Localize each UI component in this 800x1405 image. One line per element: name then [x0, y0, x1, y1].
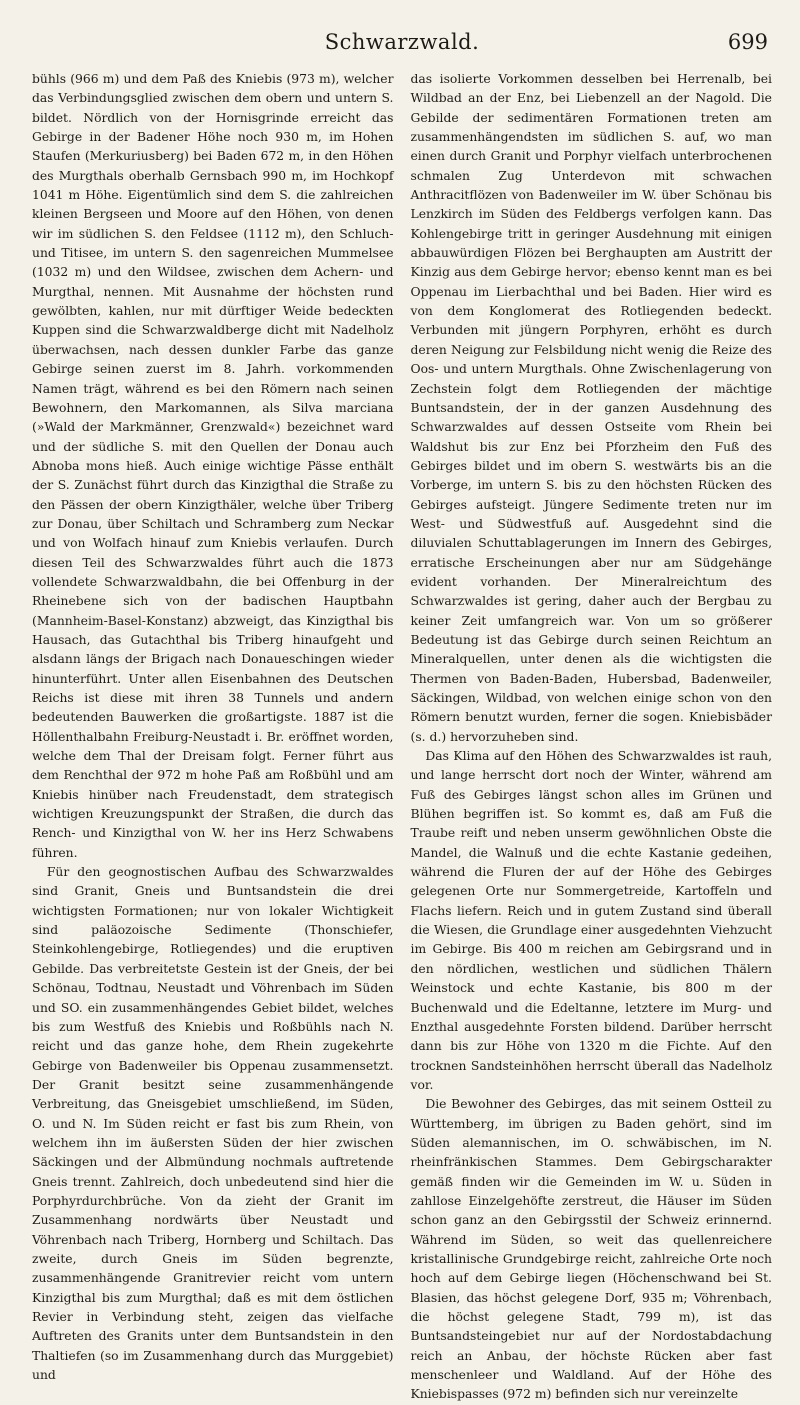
paragraph: Die Bewohner des Gebirges, das mit seinem Ostteil zu Württemberg, im übrigen zu Baden gehört, sind im Süden alemannischen, im O. schwäbischen, im N. rheinfränkischen Stammes. Dem Gebirgscharakter gemäß finden wir die Gemeinden im W. u. Süden in zahllose Einzelgehöfte zerstreut, die Häuser im Süden schon ganz an den Gebirgsstil der Schweiz erinnernd. Während im Süden, so weit das quellenreichere kristallinische Grundgebirge reicht, zahlreiche Orte noch hoch auf dem Gebirge liegen (Höchenschwand bei St. Blasien, das höchst gelegene Dorf, 935 m; Vöhrenbach, die höchst gelegene Stadt, 799 m), ist das Buntsandsteingebiet nur auf der Nordostabdachung reich an Anbau, der höchste Rücken aber fast menschenleer und Waldland. Auf der Höhe des Kniebispasses (972 m) befinden sich nur vereinzelte [410, 1097, 772, 1402]
left-column [32, 70, 394, 1383]
page-header [32, 30, 772, 64]
paragraph: bühls (966 m) und dem Paß des Kniebis (973 m), welcher das Verbindungsglied zwischen dem obern und untern S. bildet. Nördlich von der Hornisgrinde erreicht das Gebirge in der Badener Höhe noch 930 m, im Hohen Staufen (Merkuriusberg) bei Baden 672 m, in den Höhen des Murgthals oberhalb Gernsbach 990 m, im Hochkopf 1041 m Höhe. Eigentümlich sind dem S. die zahlreichen kleinen Bergseen und Moore auf den Höhen, von denen wir im südlichen S. den Feldsee (1112 m), den Schluch- und Titisee, im untern S. den sagenreichen Mummelsee (1032 m) und den Wildsee, zwischen dem Achern- und Murgthal, nennen. Mit Ausnahme der höchsten rund gewölbten, kahlen, nur mit dürftiger Weide bedeckten Kuppen sind die Schwarzwaldberge dicht mit Nadelholz überwachsen, nach dessen dunkler Farbe das ganze Gebirge seinen zuerst im 8. Jahrh. vorkommenden Namen trägt, während es bei den Römern nach seinen Bewohnern, den Markomannen, als Silva marciana (»Wald der Markmänner, Grenzwald«) bezeichnet ward und der südliche S. mit den Quellen der Donau auch Abnoba mons hieß. Auch einige wichtige Pässe enthält der S. Zunächst führt durch das Kinzigthal die Straße zu den Pässen der obern Kinzigthäler, welche über Triberg zur Donau, über Schiltach und Schramberg zum Neckar und von Wolfach hinauf zum Kniebis verlaufen. Durch diesen Teil des Schwarzwaldes führt auch die 1873 vollendete Schwarzwaldbahn, die bei Offenburg in der Rheinebene sich von der badischen Hauptbahn (Mannheim-Basel-Konstanz) abzweigt, das Kinzigthal bis Hausach, das Gutachthal bis Triberg hinaufgeht und alsdann längs der Brigach nach Donaueschingen wieder hinunterführt. Unter allen Eisenbahnen des Deutschen Reichs ist diese mit ihren 38 Tunnels und andern bedeutenden Bauwerken die großartigste. 1887 ist die Höllenthalbahn Freiburg-Neustadt i. Br. eröffnet worden, welche dem Thal der Dreisam folgt. Ferner führt aus dem Renchthal der 972 m hohe Paß am Roßbühl und am Kniebis hinüber nach Freudenstadt, dem strategisch wichtigen Kreuzungspunkt der Straßen, die durch das Rench- und Kinzigthal von W. her ins Herz Schwabens führen. [32, 72, 394, 860]
paragraph: Das Klima auf den Höhen des Schwarzwaldes ist rauh, und lange herrscht dort noch der Winter, während am Fuß des Gebirges längst schon alles im Grünen und Blühen begriffen ist. So kommt es, daß am Fuß die Traube reift und neben unserm gewöhnlichen Obste die Mandel, die Walnuß und die echte Kastanie gedeihen, während die Fluren der auf der Höhe des Gebirges gelegenen Orte nur Sommergetreide, Kartoffeln und Flachs liefern. Reich und in gutem Zustand sind überall die Wiesen, die Grundlage einer ausgedehnten Viehzucht im Gebirge. Bis 400 m reichen am Gebirgsrand und in den nördlichen, westlichen und südlichen Thälern Weinstock und echte Kastanie, bis 800 m der Buchenwald und die Edeltanne, letztere im Murg- und Enzthal ausgedehnte Forsten bildend. Darüber herrscht dann bis zur Höhe von 1320 m die Fichte. Auf den trocknen Sandsteinhöhen herrscht überall das Nadelholz vor. [410, 749, 772, 1092]
paragraph: das isolierte Vorkommen desselben bei Herrenalb, bei Wildbad an der Enz, bei Liebenzell an der Nagold. Die Gebilde der sedimentären Formationen treten am zusammenhängendsten im südlichen S. auf, wo man einen durch Granit und Porphyr vielfach unterbrochenen schmalen Zug Unterdevon mit schwachen Anthracitflözen von Badenweiler im W. über Schönau bis Lenzkirch im Süden des Feldbergs verfolgen kann. Das Kohlengebirge tritt in geringer Ausdehnung mit einigen abbauwürdigen Flözen bei Berghaupten am Austritt der Kinzig aus dem Gebirge hervor; ebenso kennt man es bei Oppenau im Lierbachthal und bei Baden. Hier wird es von dem Konglomerat des Rotliegenden bedeckt. Verbunden mit jüngern Porphyren, erhöht es durch deren Neigung zur Felsbildung nicht wenig die Reize des Oos- und untern Murgthals. Ohne Zwischenlagerung von Zechstein folgt dem Rotliegenden der mächtige Buntsandstein, der in der ganzen Ausdehnung des Schwarzwaldes auf dessen Ostseite vom Rhein bei Waldshut bis zur Enz bei Pforzheim den Fuß des Gebirges bildet und im obern S. westwärts bis an die Vorberge, im untern S. bis zu den höchsten Rücken des Gebirges aufsteigt. Jüngere Sedimente treten nur im West- und Südwestfuß auf. Ausgedehnt sind die diluvialen Schuttablagerungen im Innern des Gebirges, erratische Erscheinungen aber nur am Südgehänge evident vorhanden. Der Mineralreichtum des Schwarzwaldes ist gering, daher auch der Bergbau zu keiner Zeit umfangreich war. Von um so größerer Bedeutung ist das Gebirge durch seinen Reichtum an Mineralquellen, unter denen als die wichtigsten die Thermen von Baden-Baden, Hubersbad, Badenweiler, Säckingen, Wildbad, von welchen einige schon von den Römern benutzt wurden, ferner die sogen. Kniebisbäder (s. d.) hervorzuheben sind. [410, 72, 772, 744]
paragraph: Für den geognostischen Aufbau des Schwarzwaldes sind Granit, Gneis und Buntsandstein die drei wichtigsten Formationen; nur von lokaler Wichtigkeit sind paläozoische Sedimente (Thonschiefer, Steinkohlengebirge, Rotliegendes) und die eruptiven Gebilde. Das verbreitetste Gestein ist der Gneis, der bei Schönau, Todtnau, Neustadt und Vöhrenbach im Süden und SO. ein zusammenhängendes Gebiet bildet, welches bis zum Westfuß des Kniebis und Roßbühls nach N. reicht und das ganze hohe, dem Rhein zugekehrte Gebirge von Badenweiler bis Oppenau zusammensetzt. Der Granit besitzt seine zusammenhängende Verbreitung, das Gneisgebiet umschließend, im Süden, O. und N. Im Süden reicht er fast bis zum Rhein, von welchem ihn im äußersten Süden der hier zwischen Säckingen und der Albmündung nochmals auftretende Gneis trennt. Zahlreich, doch unbedeutend sind hier die Porphyrdurchbrüche. Von da zieht der Granit im Zusammenhang nordwärts über Neustadt und Vöhrenbach nach Triberg, Hornberg und Schiltach. Das zweite, durch Gneis im Süden begrenzte, zusammenhängende Granitrevier reicht vom untern Kinzigthal bis zum Murgthal; daß es mit dem östlichen Revier in Verbindung steht, zeigen das vielfache Auftreten des Granits unter dem Buntsandstein in den Thaltiefen (so im Zusammenhang durch das Murggebiet) und [32, 865, 394, 1383]
page-number: 699 [727, 30, 768, 54]
text-columns [32, 70, 772, 1402]
running-title: Schwarzwald. [324, 30, 480, 54]
right-column [410, 70, 773, 1402]
